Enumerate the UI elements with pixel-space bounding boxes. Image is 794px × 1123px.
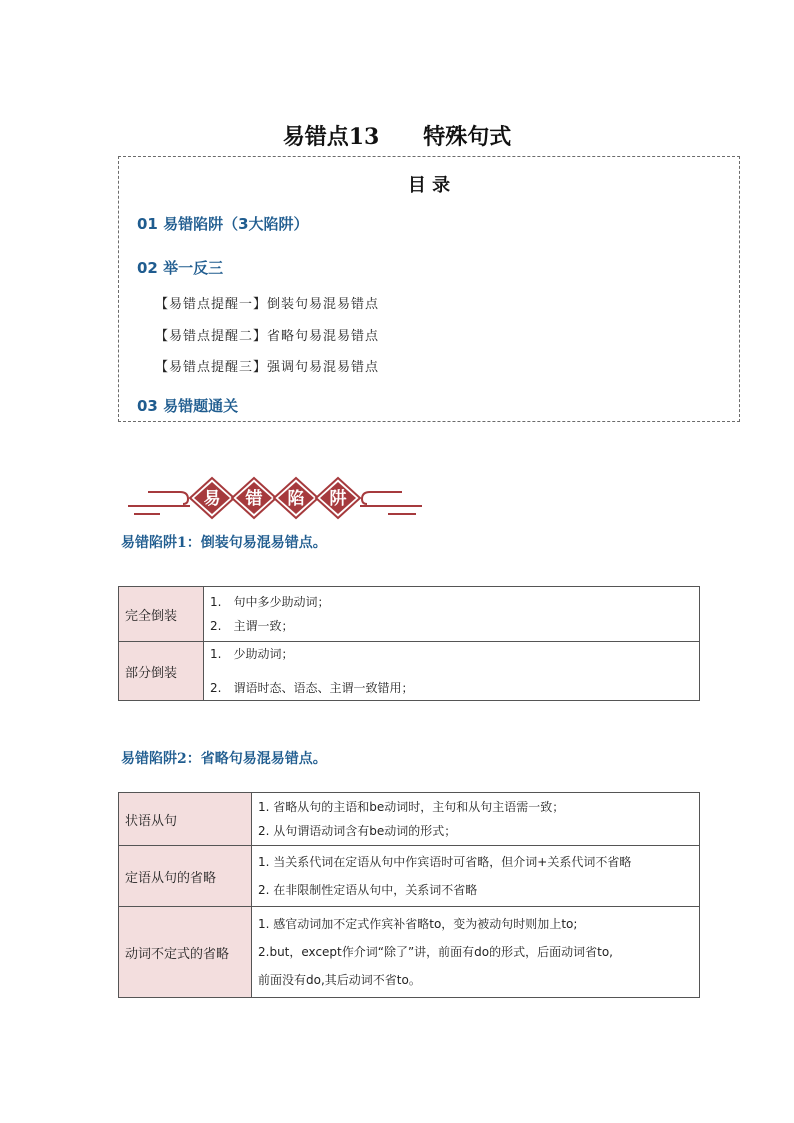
- list-item: 前面没有do,其后动词不省to。: [258, 973, 421, 987]
- table-row: [119, 642, 700, 701]
- list-item: 2. 在非限制性定语从句中，关系词不省略: [258, 883, 478, 897]
- banner-char-text-3: 陷: [287, 489, 305, 509]
- banner-char-text-1: 易: [203, 489, 221, 509]
- table-row: [119, 587, 700, 642]
- toc-heading: 目 录: [407, 175, 451, 196]
- row-key: 部分倒装: [119, 642, 204, 701]
- row-key: 状语从句: [119, 793, 252, 846]
- list-item: 1. 感官动词加不定式作宾补省略to，变为被动句时则加上to;: [258, 917, 578, 931]
- toc-section-1[interactable]: 01 易错陷阱（3大陷阱）: [137, 215, 309, 233]
- trap1-table: [118, 586, 700, 701]
- list-item: 2. 主谓一致；: [210, 619, 294, 633]
- table-row: [119, 907, 700, 998]
- banner-char-text-2: 错: [245, 489, 263, 509]
- row-value: [252, 846, 700, 907]
- list-item: 1. 当关系代词在定语从句中作宾语时可省略，但介词+关系代词不省略: [258, 855, 632, 869]
- list-item: 2.but，except作介词“除了”讲，前面有do的形式，后面动词省to,: [258, 945, 613, 959]
- page-title: 易错点13 特殊句式: [282, 124, 512, 150]
- banner-char-3: [274, 478, 318, 518]
- row-value: [252, 907, 700, 998]
- toc-subitem-2[interactable]: 【易错点提醒二】省略句易混易错点: [155, 329, 380, 344]
- list-item: 1. 省略从句的主语和be动词时，主句和从句主语需一致；: [258, 800, 565, 814]
- toc-section-2[interactable]: 02 举一反三: [137, 259, 224, 277]
- row-key: 完全倒装: [119, 587, 204, 642]
- toc-subitem-3[interactable]: 【易错点提醒三】强调句易混易错点: [155, 360, 380, 375]
- banner-char-1: [190, 478, 234, 518]
- banner-char-4: [316, 478, 360, 518]
- list-item: 1. 句中多少助动词；: [210, 595, 330, 609]
- section-banner: [120, 470, 430, 530]
- toc-box: [118, 156, 740, 422]
- banner-char-text-4: 阱: [329, 489, 347, 509]
- list-item: 2. 从句谓语动词含有be动词的形式；: [258, 824, 457, 838]
- table-row: [119, 846, 700, 907]
- toc-subitem-1[interactable]: 【易错点提醒一】倒装句易混易错点: [155, 297, 380, 312]
- trap2-title: 易错陷阱2：省略句易混易错点。: [121, 751, 327, 767]
- toc-section-3[interactable]: 03 易错题通关: [137, 397, 239, 415]
- banner-right-ornament: [360, 492, 422, 514]
- banner-char-2: [232, 478, 276, 518]
- list-item: 1. 少助动词；: [210, 647, 294, 661]
- row-value: [252, 793, 700, 846]
- banner-left-ornament: [128, 492, 190, 514]
- row-key: 动词不定式的省略: [119, 907, 252, 998]
- trap2-table: [118, 792, 700, 998]
- row-key: 定语从句的省略: [119, 846, 252, 907]
- row-value: [204, 642, 700, 701]
- trap1-title: 易错陷阱1：倒装句易混易错点。: [121, 535, 327, 551]
- table-row: [119, 793, 700, 846]
- list-item: 2. 谓语时态、语态、主谓一致错用；: [210, 681, 414, 695]
- row-value: [204, 587, 700, 642]
